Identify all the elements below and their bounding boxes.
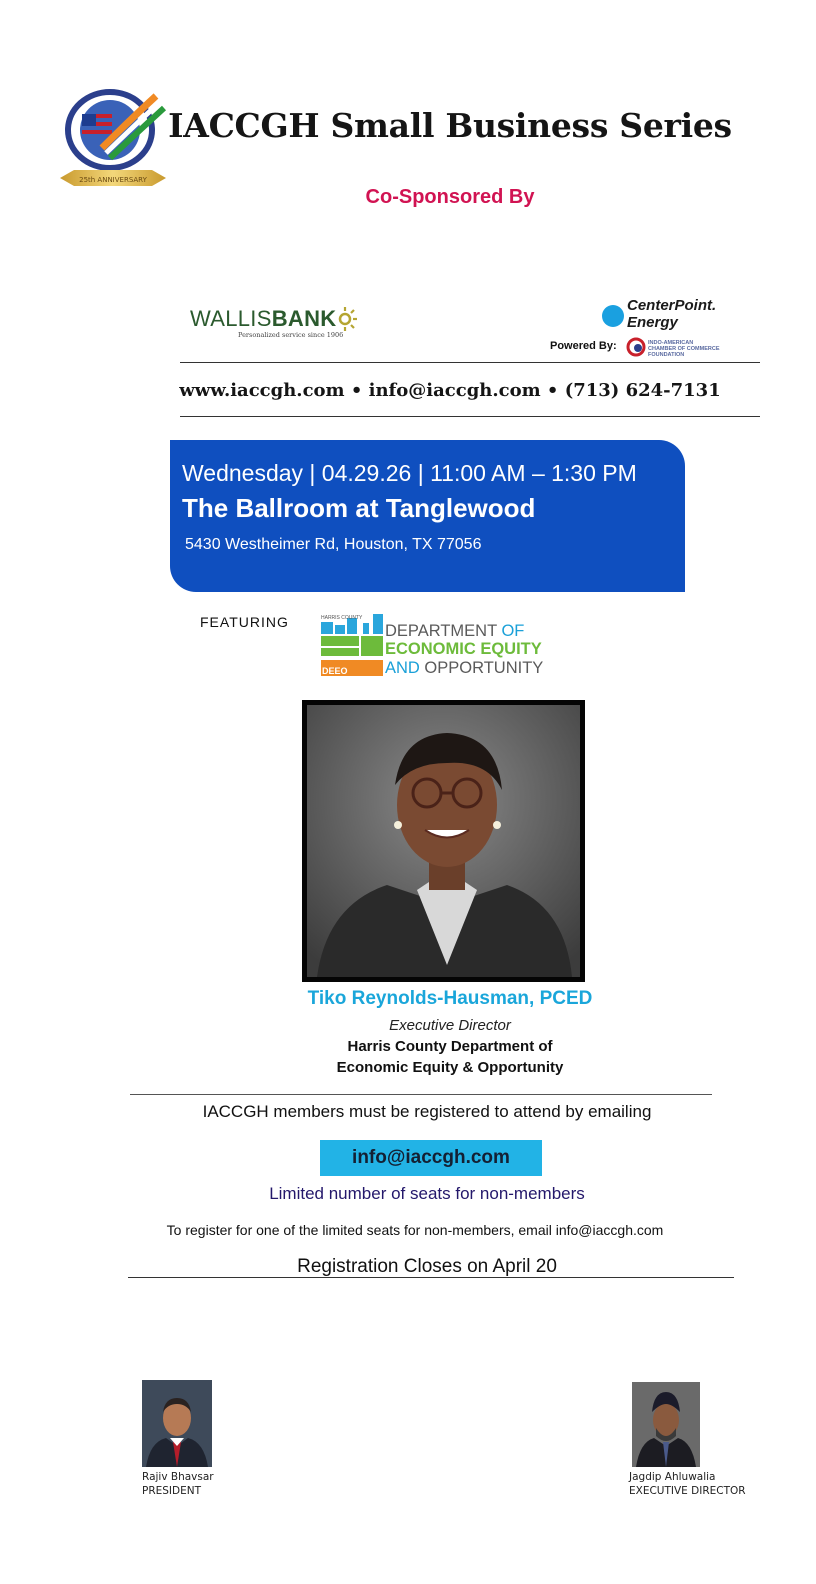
executive-director-role: EXECUTIVE DIRECTOR — [629, 1485, 746, 1497]
limited-seats-text: Limited number of seats for non-members — [269, 1184, 585, 1203]
cosponsor-label: Co-Sponsored By — [365, 186, 535, 208]
speaker-name: Tiko Reynolds-Hausman, PCED — [307, 988, 593, 1009]
speaker-photo — [302, 700, 585, 982]
divider — [180, 362, 760, 363]
event-address: 5430 Westheimer Rd, Houston, TX 77056 — [185, 536, 482, 553]
svg-text:25th ANNIVERSARY: 25th ANNIVERSARY — [79, 176, 147, 184]
members-registration-text: IACCGH members must be registered to attend by emailing — [202, 1102, 652, 1121]
nonmember-registration-text: To register for one of the limited seats for non-members, email info@iaccgh.com — [166, 1222, 664, 1238]
president-name: Rajiv Bhavsar — [142, 1471, 214, 1483]
speaker-org: Harris County Department of — [347, 1038, 553, 1055]
event-card — [170, 440, 685, 592]
divider — [130, 1094, 712, 1095]
featuring-label: FEATURING — [200, 614, 289, 630]
foundation-logo: INDO-AMERICAN CHAMBER OF COMMERCE FOUNDATION — [626, 337, 698, 359]
president-photo — [142, 1380, 212, 1467]
registration-deadline: Registration Closes on April 20 — [297, 1256, 557, 1277]
deeo-logo: HARRIS COUNTY DEEO DEPARTMENT OF ECONOMIC EQUITY AND OPPORTUNITY — [321, 615, 544, 677]
executive-director-name: Jagdip Ahluwalia — [629, 1471, 716, 1483]
event-venue: The Ballroom at Tanglewood — [182, 493, 536, 523]
email-link-button[interactable]: info@iaccgh.com — [320, 1140, 542, 1176]
page-title: IACCGH Small Business Series — [168, 106, 732, 145]
speaker-org: Economic Equity & Opportunity — [336, 1059, 564, 1076]
divider — [128, 1277, 734, 1278]
powered-by-label: Powered By: — [550, 340, 617, 352]
contact-line: www.iaccgh.com • info@iaccgh.com • (713) 624-7131 — [179, 380, 721, 401]
divider — [180, 416, 760, 417]
speaker-title: Executive Director — [389, 1017, 511, 1034]
centerpoint-dot-icon — [602, 305, 624, 327]
wallisbank-logo: WALLISBANK Personalized service since 1906 — [190, 300, 360, 344]
centerpoint-logo: CenterPoint. Energy — [600, 297, 710, 337]
event-date-time: Wednesday | 04.29.26 | 11:00 AM – 1:30 PM — [182, 460, 637, 486]
president-role: PRESIDENT — [142, 1485, 202, 1497]
sun-icon — [336, 302, 358, 332]
executive-director-photo — [632, 1382, 700, 1467]
